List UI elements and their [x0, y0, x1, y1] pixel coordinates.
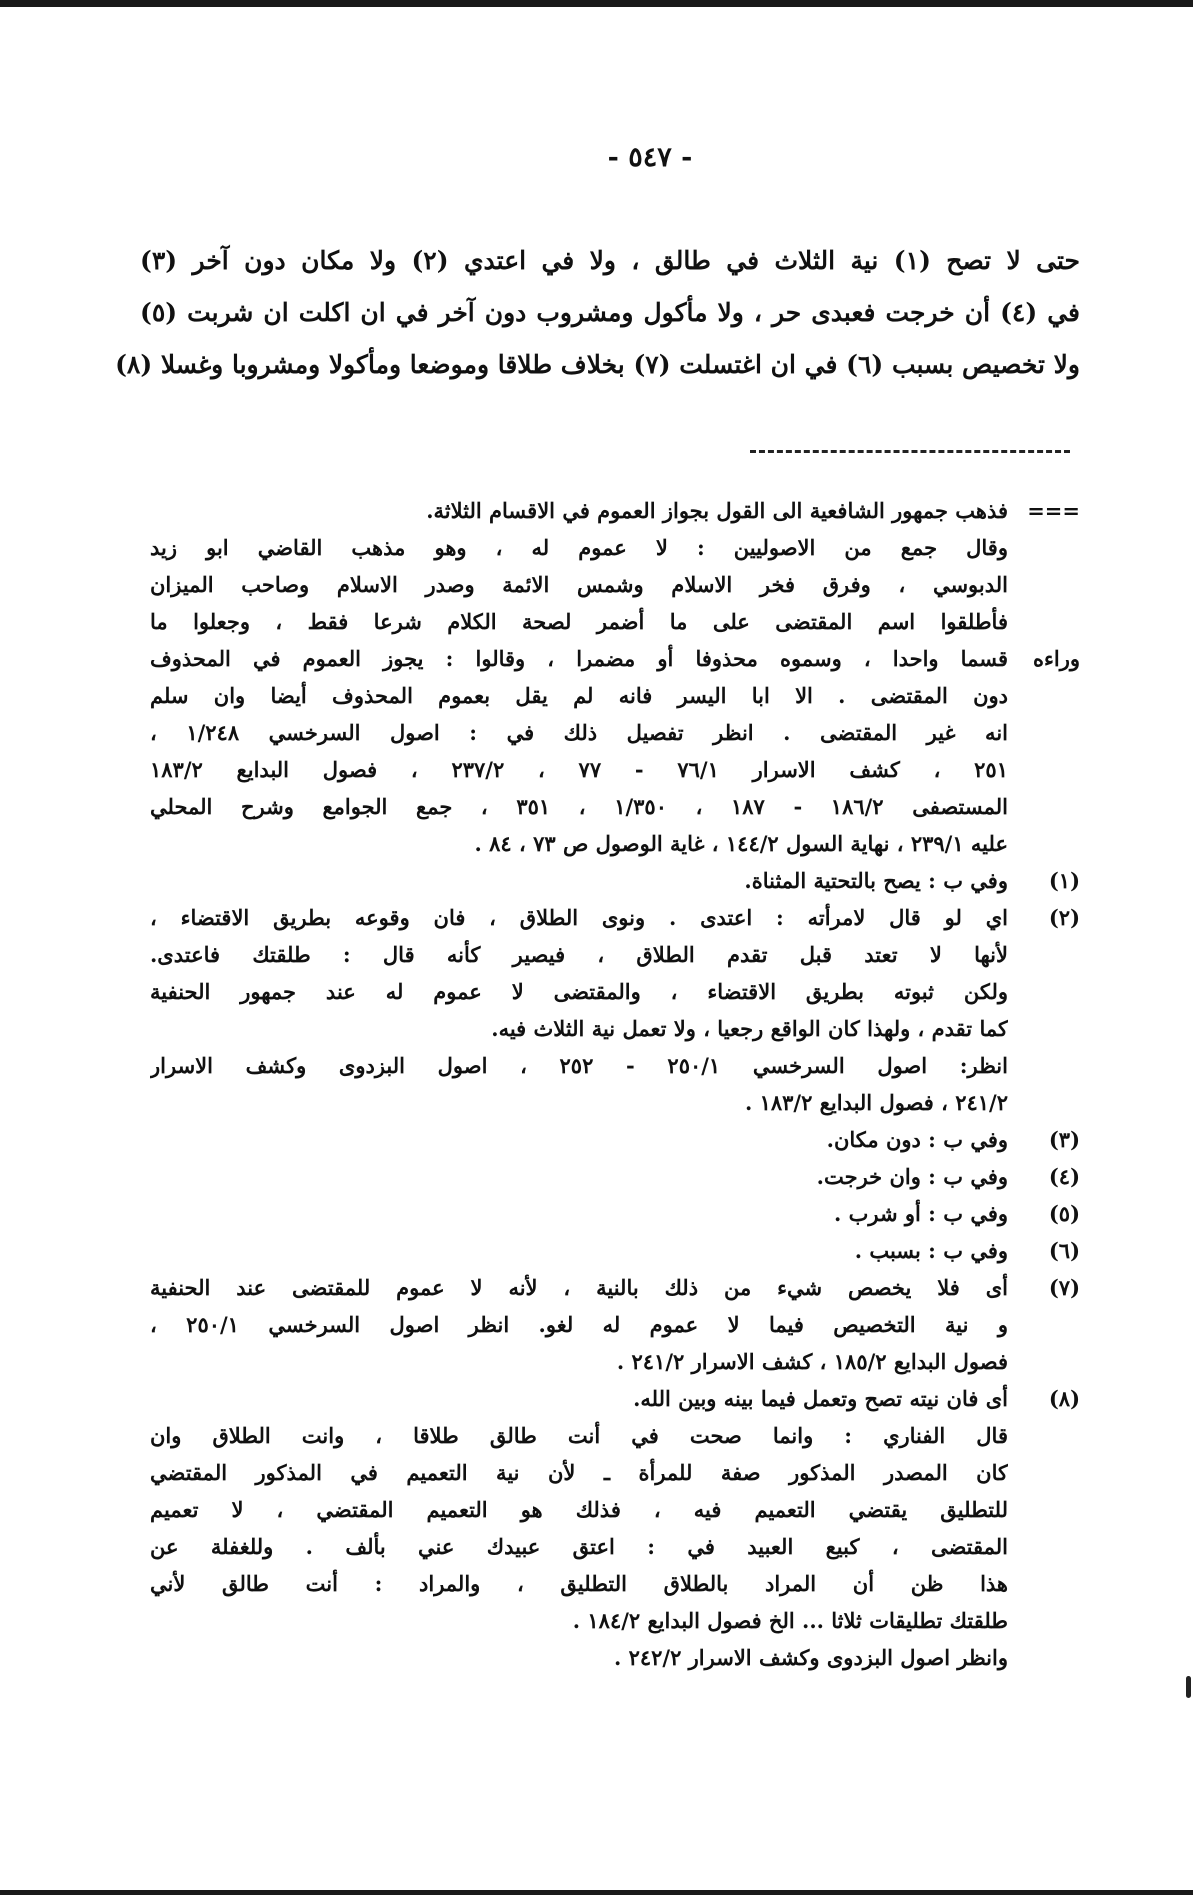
footnote-text: اي لو قال لامرأته : اعتدى . ونوى الطلاق ، فان وقوعه بطريق الاقتضاء ،: [150, 905, 1008, 930]
footnote-line: [150, 1491, 1080, 1528]
footnote-marker: [1008, 714, 1080, 751]
footnote-marker: [1008, 1306, 1080, 1343]
footnote-marker: [1008, 603, 1080, 640]
footnote-line: [150, 788, 1080, 825]
scan-edge-mark: [1186, 1676, 1191, 1698]
footnote-line: [150, 825, 1080, 862]
footnote-line: [150, 529, 1080, 566]
footnote-text: أى فان نيته تصح وتعمل فيما بينه وبين الله.: [633, 1386, 1008, 1411]
footnote-text: كان المصدر المذكور صفة للمرأة ـ لأن نية التعميم في المذكور المقتضي: [150, 1460, 1008, 1485]
footnote-text: ولكن ثبوته بطريق الاقتضاء ، والمقتضى لا عموم له عند جمهور الحنفية: [150, 979, 1008, 1004]
footnote-line: [150, 1084, 1080, 1121]
footnote-marker: [1008, 1417, 1080, 1454]
footnote-text: هذا ظن أن المراد بالطلاق التطليق ، والمراد : أنت طالق لأني: [150, 1571, 1008, 1596]
footnote-text: لأنها لا تعتد قبل تقدم الطلاق ، فيصير كأنه قال : طلقتك فاعتدى.: [150, 942, 1008, 967]
footnote-text: دون المقتضى . الا ابا اليسر فانه لم يقل بعموم المحذوف أيضا وان سلم: [150, 683, 1008, 708]
footnote-line: [150, 566, 1080, 603]
footnote-text: وقال جمع من الاصوليين : لا عموم له ، وهو مذهب القاضي ابو زيد: [150, 535, 1008, 560]
footnote-divider: [750, 450, 1070, 453]
footnote-line: [150, 1158, 1080, 1195]
footnote-text: وفي ب : يصح بالتحتية المثناة.: [744, 868, 1008, 893]
footnote-text: انظر: اصول السرخسي ٢٥٠/١ - ٢٥٢ ، اصول البزدوى وكشف الاسرار: [150, 1053, 1008, 1078]
footnote-line: [150, 603, 1080, 640]
footnote-text: فأطلقوا اسم المقتضى على ما أضمر لصحة الكلام شرعا فقط ، وجعلوا ما: [150, 609, 1008, 634]
footnote-marker: [1008, 1454, 1080, 1491]
footnote-text: وانظر اصول البزدوى وكشف الاسرار ٢٤٢/٢ .: [613, 1645, 1008, 1670]
footnote-marker: [1008, 566, 1080, 603]
footnote-text: قال الفناري : وانما صحت في أنت طالق طلاقا ، وانت الطلاق وان: [150, 1423, 1008, 1448]
main-line: في (٤) أن خرجت فعبدى حر ، ولا مأكول ومشروب دون آخر في ان اكلت ان شربت (٥): [140, 298, 1080, 327]
main-line: ولا تخصيص بسبب (٦) في ان اغتسلت (٧) بخلاف طلاقا وموضعا ومأكولا ومشروبا وغسلا (٨): [115, 350, 1080, 379]
footnote-line: [150, 714, 1080, 751]
footnote-line: [150, 1417, 1080, 1454]
footnote-marker: [1008, 1047, 1080, 1084]
footnote-marker: [1008, 936, 1080, 973]
footnote-text: انه غير المقتضى . انظر تفصيل ذلك في : اصول السرخسي ١/٢٤٨ ،: [150, 720, 1008, 745]
footnote-text: المستصفى ١٨٦/٢ - ١٨٧ ، ١/٣٥٠ ، ٣٥١ ، جمع الجوامع وشرح المحلي: [150, 794, 1008, 819]
footnote-line: [150, 640, 1080, 677]
footnote-marker: ===: [1027, 498, 1080, 523]
footnote-marker: (٢): [1048, 905, 1080, 930]
footnote-line: [150, 1528, 1080, 1565]
footnote-text: فصول البدايع ١٨٥/٢ ، كشف الاسرار ٢٤١/٢ .: [616, 1349, 1008, 1374]
footnote-text: وفي ب : أو شرب .: [834, 1201, 1008, 1226]
footnote-line: [150, 1454, 1080, 1491]
footnote-marker: [1008, 751, 1080, 788]
footnote-marker: (٥): [1048, 1201, 1080, 1226]
footnote-marker: وراءه: [1033, 646, 1080, 671]
footnote-line: [150, 862, 1080, 899]
footnote-line: [150, 1232, 1080, 1269]
footnote-text: فذهب جمهور الشافعية الى القول بجواز العموم في الاقسام الثلاثة.: [426, 498, 1008, 523]
page-number: - ٥٤٧ -: [607, 142, 693, 173]
footnote-text: وفي ب : دون مكان.: [826, 1127, 1008, 1152]
footnote-text: قسما واحدا ، وسموه محذوفا أو مضمرا ، وقالوا : يجوز العموم في المحذوف: [150, 646, 1008, 671]
footnote-marker: [1008, 825, 1080, 862]
footnote-line: [150, 936, 1080, 973]
footnote-text: الدبوسي ، وفرق فخر الاسلام وشمس الائمة وصدر الاسلام وصاحب الميزان: [150, 572, 1008, 597]
footnote-marker: [1008, 1639, 1080, 1676]
footnote-marker: [1008, 1084, 1080, 1121]
footnote-line: [150, 1380, 1080, 1417]
footnote-marker: (٦): [1048, 1238, 1080, 1263]
footnote-marker: [1008, 1010, 1080, 1047]
footnote-marker: [1008, 677, 1080, 714]
footnote-text: وفي ب : وان خرجت.: [816, 1164, 1008, 1189]
footnote-line: [150, 1010, 1080, 1047]
footnote-line: [150, 1343, 1080, 1380]
footnote-marker: [1008, 1565, 1080, 1602]
footnote-marker: [1008, 1491, 1080, 1528]
footnote-line: [150, 973, 1080, 1010]
footnote-line: [150, 1195, 1080, 1232]
footnote-line: [150, 677, 1080, 714]
footnotes-block: [150, 492, 1080, 1676]
footnote-marker: [1008, 788, 1080, 825]
footnote-line: [150, 1639, 1080, 1676]
footnote-text: و نية التخصيص فيما لا عموم له لغو. انظر اصول السرخسي ٢٥٠/١ ،: [150, 1312, 1008, 1337]
footnote-marker: [1008, 1602, 1080, 1639]
footnote-text: المقتضى ، كبيع العبيد في : اعتق عبيدك عني بألف . وللغفلة عن: [150, 1534, 1008, 1559]
footnote-text: ٢٤١/٢ ، فصول البدايع ١٨٣/٢ .: [744, 1090, 1008, 1115]
footnote-line: [150, 899, 1080, 936]
footnote-marker: (٧): [1048, 1275, 1080, 1300]
footnote-marker: (٨): [1048, 1386, 1080, 1411]
footnote-line: [150, 1602, 1080, 1639]
footnote-text: للتطليق يقتضي التعميم فيه ، فذلك هو التعميم المقتضي ، لا تعميم: [150, 1497, 1008, 1522]
footnote-marker: (٣): [1048, 1127, 1080, 1152]
footnote-marker: (٤): [1048, 1164, 1080, 1189]
footnote-marker: [1008, 529, 1080, 566]
footnote-text: وفي ب : بسبب .: [854, 1238, 1008, 1263]
footnote-line: [150, 1121, 1080, 1158]
main-body-text: [115, 235, 1080, 391]
footnote-text: عليه ٢٣٩/١ ، نهاية السول ١٤٤/٢ ، غاية الوصول ص ٧٣ ، ٨٤ .: [474, 831, 1008, 856]
footnote-marker: [1008, 1528, 1080, 1565]
footnote-line: [150, 1269, 1080, 1306]
main-line: حتى لا تصح (١) نية الثلاث في طالق ، ولا في اعتدي (٢) ولا مكان دون آخر (٣): [140, 246, 1080, 275]
footnote-line: [150, 1047, 1080, 1084]
bottom-scan-border: [0, 1890, 1193, 1895]
footnote-text: كما تقدم ، ولهذا كان الواقع رجعيا ، ولا تعمل نية الثلاث فيه.: [491, 1016, 1008, 1041]
footnote-marker: [1008, 973, 1080, 1010]
footnote-marker: (١): [1048, 868, 1080, 893]
footnote-text: طلقتك تطليقات ثلاثا ... الخ فصول البدايع ١٨٤/٢ .: [572, 1608, 1008, 1633]
footnote-line: [150, 1306, 1080, 1343]
footnote-line: [150, 1565, 1080, 1602]
footnote-text: ٢٥١ ، كشف الاسرار ٧٦/١ - ٧٧ ، ٢٣٧/٢ ، فصول البدايع ١٨٣/٢: [150, 757, 1008, 782]
footnote-line: [150, 492, 1080, 529]
footnote-text: أى فلا يخصص شيء من ذلك بالنية ، لأنه لا عموم للمقتضى عند الحنفية: [150, 1275, 1008, 1300]
top-scan-border: [0, 0, 1193, 7]
footnote-marker: [1008, 1343, 1080, 1380]
footnote-line: [150, 751, 1080, 788]
